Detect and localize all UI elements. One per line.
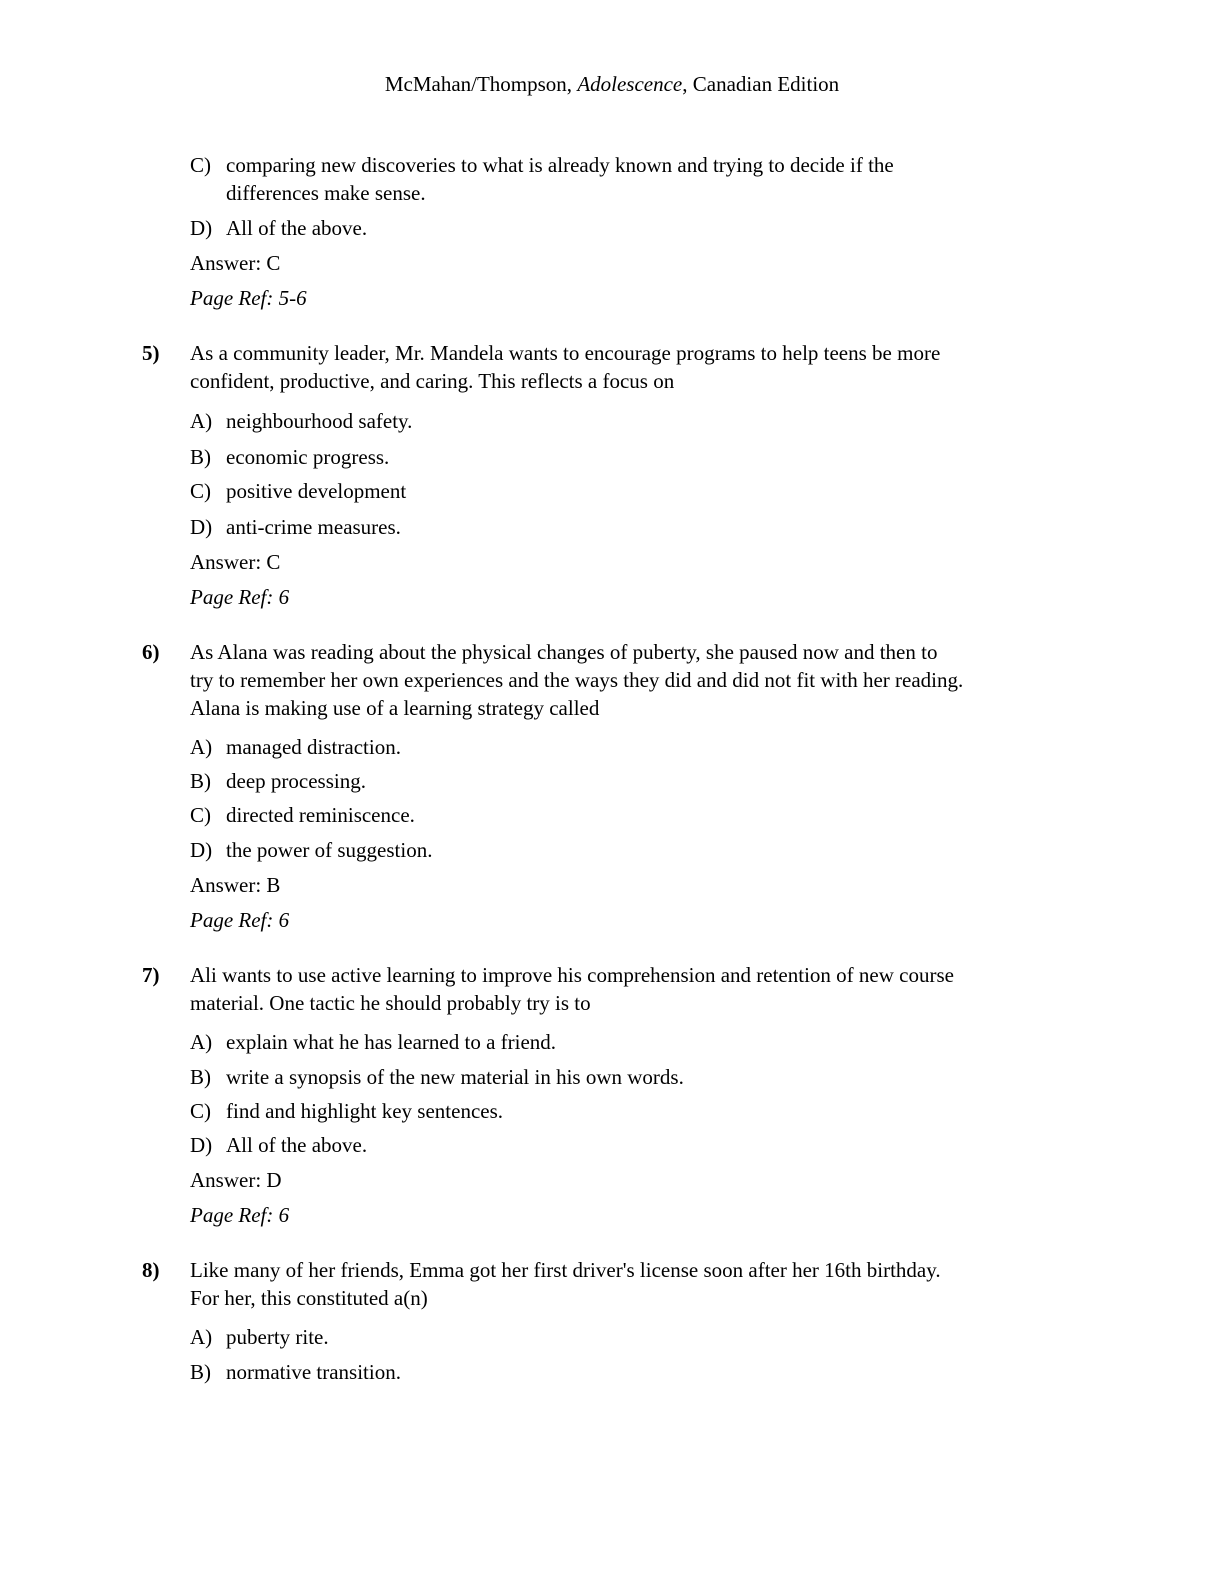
- answer-4: Answer: C: [190, 251, 281, 275]
- answer-7: Answer: D: [190, 1168, 282, 1192]
- option-text-continued: differences make sense.: [226, 181, 426, 205]
- option-text: the power of suggestion.: [226, 838, 433, 862]
- option-7d: [190, 1131, 367, 1159]
- stem-line: Like many of her friends, Emma got her first driver's license soon after her 16th birthday.: [190, 1258, 941, 1282]
- option-5b: [190, 443, 389, 471]
- question-stem-7: [190, 961, 954, 1017]
- option-text: economic progress.: [226, 445, 390, 469]
- option-text: All of the above.: [226, 1133, 368, 1157]
- question-stem-5: [190, 339, 940, 395]
- option-5c: [190, 477, 406, 505]
- running-header: [0, 71, 1224, 97]
- option-6a: [190, 733, 401, 761]
- option-text: All of the above.: [226, 216, 368, 240]
- option-text: anti-crime measures.: [226, 515, 401, 539]
- option-letter: B): [190, 445, 211, 469]
- option-text: write a synopsis of the new material in his own words.: [226, 1065, 684, 1089]
- header-prefix: McMahan/Thompson,: [384, 72, 578, 96]
- option-text: explain what he has learned to a friend.: [226, 1030, 557, 1054]
- option-letter: B): [190, 1065, 211, 1089]
- book-title: Adolescence: [577, 72, 683, 96]
- stem-line: material. One tactic he should probably try is to: [190, 991, 591, 1015]
- option-7b: [190, 1063, 684, 1091]
- option-letter: D): [190, 838, 213, 862]
- option-letter: B): [190, 769, 211, 793]
- page-ref-5: Page Ref: 6: [190, 585, 290, 609]
- option-text: find and highlight key sentences.: [226, 1099, 504, 1123]
- question-number-6: 6): [142, 640, 160, 664]
- option-letter: D): [190, 515, 213, 539]
- option-4d: [190, 214, 367, 242]
- option-6d: [190, 836, 432, 864]
- option-6b: [190, 767, 366, 795]
- stem-line: Ali wants to use active learning to improve his comprehension and retention of new course: [190, 963, 954, 987]
- question-stem-8: [190, 1256, 941, 1312]
- page-ref-6: Page Ref: 6: [190, 908, 290, 932]
- stem-line: For her, this constituted a(n): [190, 1286, 428, 1310]
- stem-line: try to remember her own experiences and the ways they did and did not fit with her reading.: [190, 668, 964, 692]
- stem-line: As Alana was reading about the physical changes of puberty, she paused now and then to: [190, 640, 938, 664]
- option-letter: C): [190, 153, 211, 177]
- option-letter: D): [190, 216, 213, 240]
- page-ref-7: Page Ref: 6: [190, 1203, 290, 1227]
- option-8b: [190, 1358, 401, 1386]
- option-text: deep processing.: [226, 769, 366, 793]
- option-letter: D): [190, 1133, 213, 1157]
- option-5d: [190, 513, 401, 541]
- option-text: normative transition.: [226, 1360, 401, 1384]
- stem-line: Alana is making use of a learning strategy called: [190, 696, 600, 720]
- option-letter: A): [190, 1030, 213, 1054]
- option-letter: B): [190, 1360, 211, 1384]
- header-suffix: , Canadian Edition: [682, 72, 840, 96]
- option-text: comparing new discoveries to what is already known and trying to decide if the: [226, 153, 894, 177]
- option-letter: A): [190, 735, 213, 759]
- option-7c: [190, 1097, 503, 1125]
- stem-line: As a community leader, Mr. Mandela wants to encourage programs to help teens be more: [190, 341, 941, 365]
- option-letter: A): [190, 1325, 213, 1349]
- option-text: directed reminiscence.: [226, 803, 415, 827]
- question-number-7: 7): [142, 963, 160, 987]
- option-text: neighbourhood safety.: [226, 409, 413, 433]
- option-letter: C): [190, 1099, 211, 1123]
- option-7a: [190, 1028, 556, 1056]
- option-letter: C): [190, 803, 211, 827]
- stem-line: confident, productive, and caring. This reflects a focus on: [190, 369, 675, 393]
- option-letter: C): [190, 479, 211, 503]
- option-text: puberty rite.: [226, 1325, 329, 1349]
- answer-6: Answer: B: [190, 873, 281, 897]
- answer-5: Answer: C: [190, 550, 281, 574]
- question-number-5: 5): [142, 341, 160, 365]
- question-stem-6: [190, 638, 963, 722]
- option-5a: [190, 407, 412, 435]
- page-ref-4: Page Ref: 5-6: [190, 286, 307, 310]
- option-4c: [190, 151, 894, 207]
- option-letter: A): [190, 409, 213, 433]
- option-text: managed distraction.: [226, 735, 401, 759]
- question-number-8: 8): [142, 1258, 160, 1282]
- option-8a: [190, 1323, 329, 1351]
- option-6c: [190, 801, 415, 829]
- option-text: positive development: [226, 479, 407, 503]
